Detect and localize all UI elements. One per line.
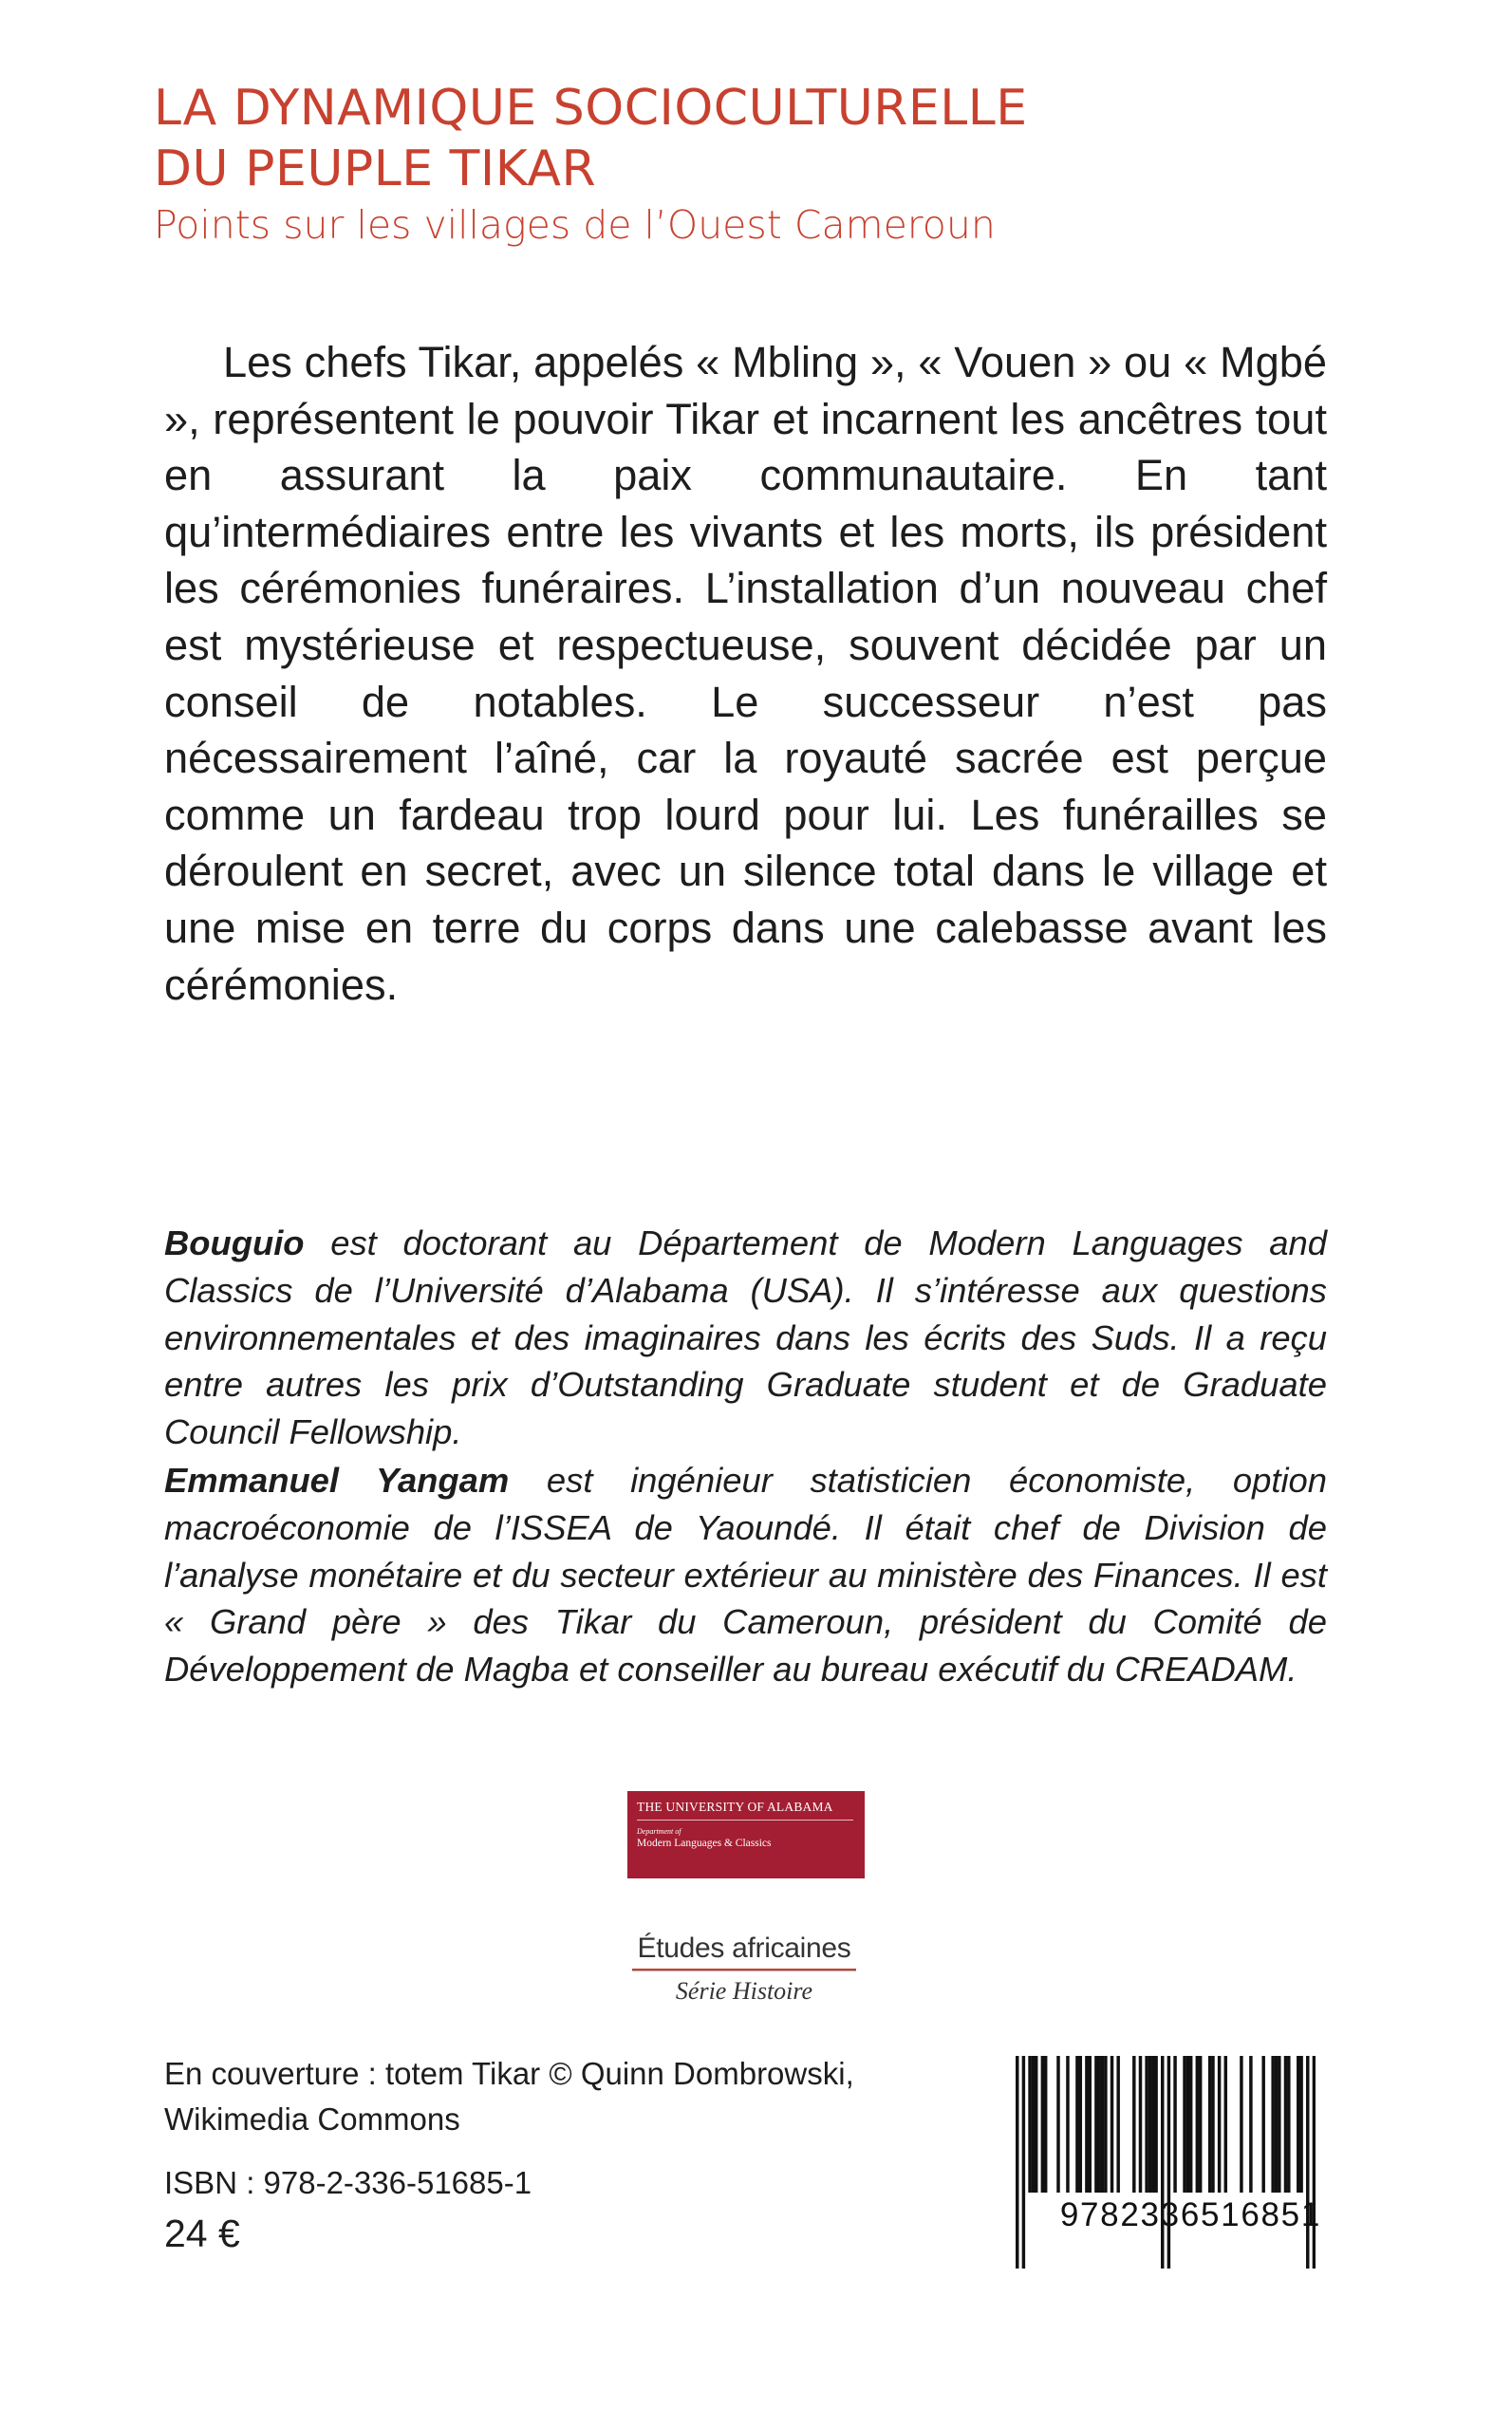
barcode-bar (1075, 2056, 1078, 2193)
barcode-bar (1218, 2056, 1221, 2193)
barcode-bar (1240, 2056, 1242, 2193)
barcode-bar (1271, 2056, 1274, 2193)
author-bio-text-2: est ingénieur statisticien économiste, option macroéconomie de l’ISSEA de Yaoundé. Il était chef de Division de l’analyse monétaire et du secteur extérieur au ministère des Finances. Il est « Grand père » des Tikar du Cameroun, président du Comité de Développement de Magba et conseiller au bureau exécutif du CREADAM. (164, 1461, 1328, 1690)
barcode-bar (1104, 2056, 1107, 2193)
series-subtitle: Série Histoire (675, 1977, 813, 2005)
barcode-digits: 9782336516851 (1059, 2196, 1321, 2233)
series-rule (632, 1969, 856, 1971)
barcode-bar (1016, 2056, 1018, 2269)
barcode-bar (1196, 2056, 1199, 2193)
barcode-bar (1284, 2056, 1287, 2193)
barcode-bar (1151, 2056, 1154, 2193)
barcode (1016, 2056, 1316, 2269)
barcode-bar (1167, 2056, 1170, 2269)
barcode-bar (1297, 2056, 1299, 2193)
author-bio-2 (164, 1457, 1327, 1693)
barcode-bar (1299, 2056, 1302, 2193)
barcode-bar (1224, 2056, 1227, 2193)
barcode-bar (1085, 2056, 1088, 2193)
book-title (154, 78, 1028, 199)
barcode-bar (1287, 2056, 1290, 2193)
price: 24 € (164, 2212, 240, 2255)
barcode-bar (1111, 2056, 1113, 2193)
barcode-bar (1032, 2056, 1035, 2193)
author-name-2: Emmanuel Yangam (164, 1461, 510, 1500)
barcode-bar (1079, 2056, 1082, 2193)
barcode-bar (1161, 2056, 1164, 2269)
university-dept: Modern Languages & Classics (637, 1838, 772, 1849)
summary-text: Les chefs Tikar, appelés « Mbling », « Vouen » ou « Mgbé », représentent le pouvoir Tikar et incarnent les ancêtres tout en assurant la paix communautaire. En tant qu’intermédiaires entre les vivants et les morts, ils président les cérémonies funéraires. L’installation d’un nouveau chef est mystérieuse et respectueuse, souvent décidée par un conseil de notables. Le successeur n’est pas nécessairement l’aîné, car la royauté sacrée est perçue comme un fardeau trop lourd pour lui. Les funérailles se déroulent en secret, avec un silence total dans le village et une mise en terre du corps dans une calebasse avant les cérémonies. (164, 338, 1327, 1009)
isbn: ISBN : 978-2-336-51685-1 (164, 2165, 532, 2200)
barcode-bar (1148, 2056, 1151, 2193)
barcode-bar (1089, 2056, 1092, 2193)
barcode-bar (1094, 2056, 1097, 2193)
series-logo (630, 1933, 858, 2006)
barcode-bar (1275, 2056, 1278, 2193)
barcode-bar (1154, 2056, 1157, 2193)
university-dept-prefix: Department of (637, 1827, 681, 1836)
book-subtitle: Points sur les villages de l’Ouest Cameroun (154, 202, 996, 248)
barcode-bar (1044, 2056, 1047, 2193)
author-bio-1 (164, 1220, 1327, 1456)
barcode-bar (1313, 2056, 1316, 2269)
barcode-bar (1101, 2056, 1104, 2193)
barcode-bar (1028, 2056, 1031, 2193)
university-name: THE UNIVERSITY OF ALABAMA (637, 1800, 833, 1814)
barcode-bar (1199, 2056, 1202, 2193)
barcode-bar (1132, 2056, 1135, 2193)
barcode-bar (1189, 2056, 1192, 2193)
barcode-bar (1186, 2056, 1189, 2193)
barcode-bar (1022, 2056, 1025, 2269)
university-logo-rule (637, 1820, 853, 1821)
cover-credit-line1: En couverture : totem Tikar © Quinn Dombrowski, (164, 2056, 854, 2091)
barcode-bar (1097, 2056, 1100, 2193)
barcode-bar (1249, 2056, 1252, 2193)
barcode-bar (1208, 2056, 1211, 2193)
barcode-bar (1066, 2056, 1069, 2193)
cover-credit-line2: Wikimedia Commons (164, 2101, 460, 2137)
barcode-bar (1211, 2056, 1214, 2193)
author-name-1: Bouguio (164, 1223, 305, 1262)
barcode-bar (1035, 2056, 1037, 2193)
series-name: Études africaines (637, 1933, 851, 1964)
barcode-bar (1139, 2056, 1142, 2193)
barcode-bar (1278, 2056, 1280, 2193)
barcode-bar (1116, 2056, 1119, 2193)
barcode-bar (1056, 2056, 1059, 2193)
barcode-bar (1145, 2056, 1148, 2193)
book-title-line2: DU PEUPLE TIKAR (154, 140, 597, 197)
university-logo (627, 1791, 865, 1878)
book-title-line1: LA DYNAMIQUE SOCIOCULTURELLE (154, 80, 1028, 137)
barcode-bar (1183, 2056, 1185, 2193)
barcode-bar (1306, 2056, 1309, 2269)
barcode-bar (1173, 2056, 1176, 2193)
cover-credit (164, 2051, 854, 2142)
author-bio-text-1: est doctorant au Département de Modern Languages and Classics de l’Université d’Alabama (USA). Il s’intéresse aux questions environnementales et des imaginaires dans les écrits des Suds. Il a reçu entre autres les prix d’Outstanding Graduate student et de Graduate Council Fellowship. (164, 1223, 1327, 1452)
barcode-bar (1261, 2056, 1264, 2193)
barcode-bar (1041, 2056, 1044, 2193)
